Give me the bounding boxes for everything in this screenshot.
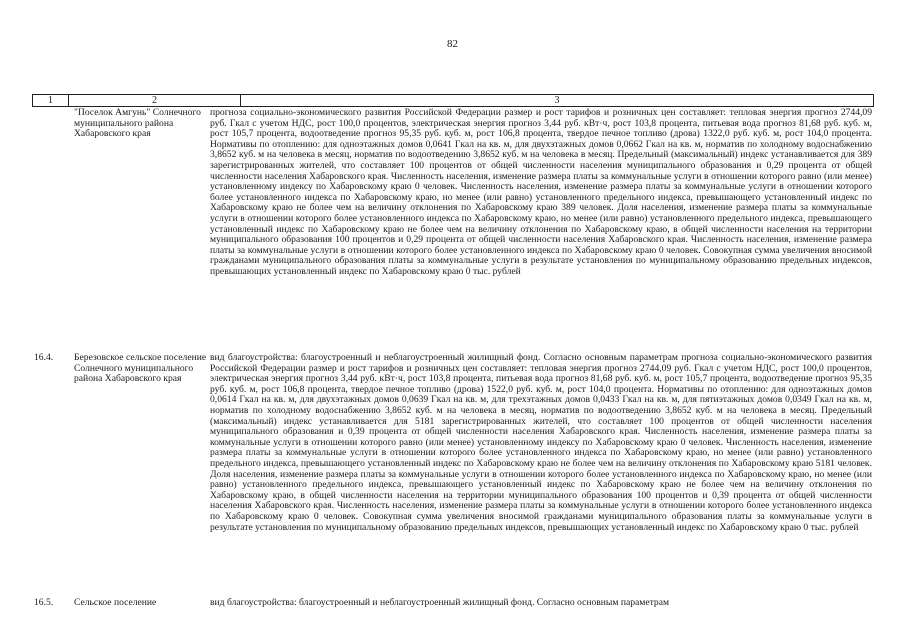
row-description: вид благоустройства: благоустроенный и неблагоустроенный жилищный фонд. Согласно основным параметрам прогноза социально-экономического развития Российской Федерации размер и рост тарифов и розничных цен составляет: тепловая энергия прогноз 2744,09 руб. Гкал с учетом НДС, рост 100,0 процентов, электрическая энергия прогноз 3,44 руб. кВт·ч, рост 103,8 процента, питьевая вода прогноз 81,68 руб. куб. м, рост 105,7 процента, водоотведение прогноз 95,35 руб. куб. м, рост 106,8 процента, твердое печное топливо (дрова) 1522,0 руб. куб. м, рост 104,0 процента. Нормативы по отоплению: для одноэтажных домов 0,0614 Гкал на кв. м, для двухэтажных домов 0,0639 Гкал на кв. м, для трехэтажных домов 0,0433 Гкал на кв. м, для пятиэтажных домов 0,0349 Гкал на кв. м, норматив по холодному водоснабжению 3,8652 куб. м на человека в месяц, норматив по водоотведению 3,8652 куб. м на человека в месяц. Предельный (максимальный) индекс устанавливается для 5181 зарегистрированных жителей, что составляет 100 процентов от общей численности населения муниципального образования и 0,39 процента от общей численности населения Хабаровского края. Численность населения, изменение размера платы за коммунальные услуги в отношении которого равно (или менее) установленному индексу по Хабаровскому краю 0 человек. Численность населения, изменение размера платы за коммунальные услуги в отношении которого более установленного индекса по Хабаровскому краю, но менее (или равно) установленного предельного индекса, превышающего установленный индекс по Хабаровскому краю не более чем на величину отклонения по Хабаровскому краю 5181 человек. Доля населения, изменение размера платы за коммунальные услуги в отношении которого более установленного индекса по Хабаровскому краю, но менее (или равно) установленного предельного индекса, превышающего установленный индекс по Хабаровскому краю не более чем на величину отклонения по Хабаровскому краю, в общей численности населения на территории муниципального образования 100 процентов и 0,39 процента от общей численности населения Хабаровского края. Численность населения, изменение размера платы за коммунальные услуги в отношении которого более установленного индекса по Хабаровскому краю 0 человек. Совокупная сумма увеличения вносимой гражданами муниципального образования платы за коммунальные услуги в результате установления по муниципальному образованию предельных индексов, превышающих установленный индекс по Хабаровскому краю 0 тыс. рублей bbox=[210, 352, 872, 533]
header-col-3: 3 bbox=[554, 95, 560, 106]
row-description: прогноза социально-экономического развития Российской Федерации размер и рост тарифов и розничных цен составляет: тепловая энергия прогноз 2744,09 руб. Гкал с учетом НДС, рост 100,0 процентов, электрическая энергия прогноз 3,44 руб. кВт·ч, рост 103,8 процента, питьевая вода прогноз 81,68 руб. куб. м, рост 105,7 процента, водоотведение прогноз 95,35 руб. куб. м, рост 106,8 процента, твердое печное топливо (дрова) 1322,0 руб. куб. м, рост 104,0 процента. Нормативы по отоплению: для одноэтажных домов 0,0641 Гкал на кв. м, для двухэтажных домов 0,0662 Гкал на кв. м, норматив по холодному водоснабжению 3,8652 куб. м на человека в месяц, норматив по водоотведению 3,8652 куб. м на человека в месяц. Предельный (максимальный) индекс устанавливается для 389 зарегистрированных жителей, что составляет 100 процентов от общей численности населения муниципального образования и 0,29 процента от общей численности населения Хабаровского края. Численность населения, изменение размера платы за коммунальные услуги в отношении которого равно (или менее) установленному индексу по Хабаровскому краю 0 человек. Численность населения, изменение размера платы за коммунальные услуги в отношении которого более установленного индекса по Хабаровскому краю, но менее (или равно) установленного предельного индекса, превышающего установленный индекс по Хабаровскому краю не более чем на величину отклонения по Хабаровскому краю 389 человек. Доля населения, изменение размера платы за коммунальные услуги в отношении которого более установленного индекса по Хабаровскому краю, но менее (или равно) установленного предельного индекса, превышающего установленный индекс по Хабаровскому краю не более чем на величину отклонения по Хабаровскому краю, в общей численности населения на территории муниципального образования 100 процентов и 0,29 процента от общей численности населения Хабаровского края. Численность населения, изменение размера платы за коммунальные услуги в отношении которого более установленного индекса по Хабаровскому краю 0 человек. Совокупная сумма увеличения вносимой гражданами муниципального образования платы за коммунальные услуги в результате установления по муниципальному образованию предельных индексов, превышающих установленный индекс по Хабаровскому краю 0 тыс. рублей bbox=[210, 107, 872, 277]
table-header-row bbox=[32, 94, 874, 107]
row-number: 16.5. bbox=[34, 597, 54, 608]
header-col-2: 2 bbox=[69, 95, 241, 106]
municipality-name: Березовское сельское поселение Солнечного муниципального района Хабаровского края bbox=[74, 352, 207, 385]
page-number: 82 bbox=[447, 38, 458, 50]
table-row bbox=[32, 353, 872, 593]
municipality-name: Сельское поселение bbox=[74, 597, 157, 608]
header-col-1: 1 bbox=[33, 95, 69, 106]
table-row bbox=[32, 108, 872, 346]
municipality-name: "Поселок Амгунь" Солнечного муниципального района Хабаровского края bbox=[74, 107, 201, 140]
row-number: 16.4. bbox=[34, 352, 54, 363]
table-row bbox=[32, 598, 872, 612]
row-description: вид благоустройства: благоустроенный и неблагоустроенный жилищный фонд. Согласно основным параметрам bbox=[210, 597, 670, 608]
